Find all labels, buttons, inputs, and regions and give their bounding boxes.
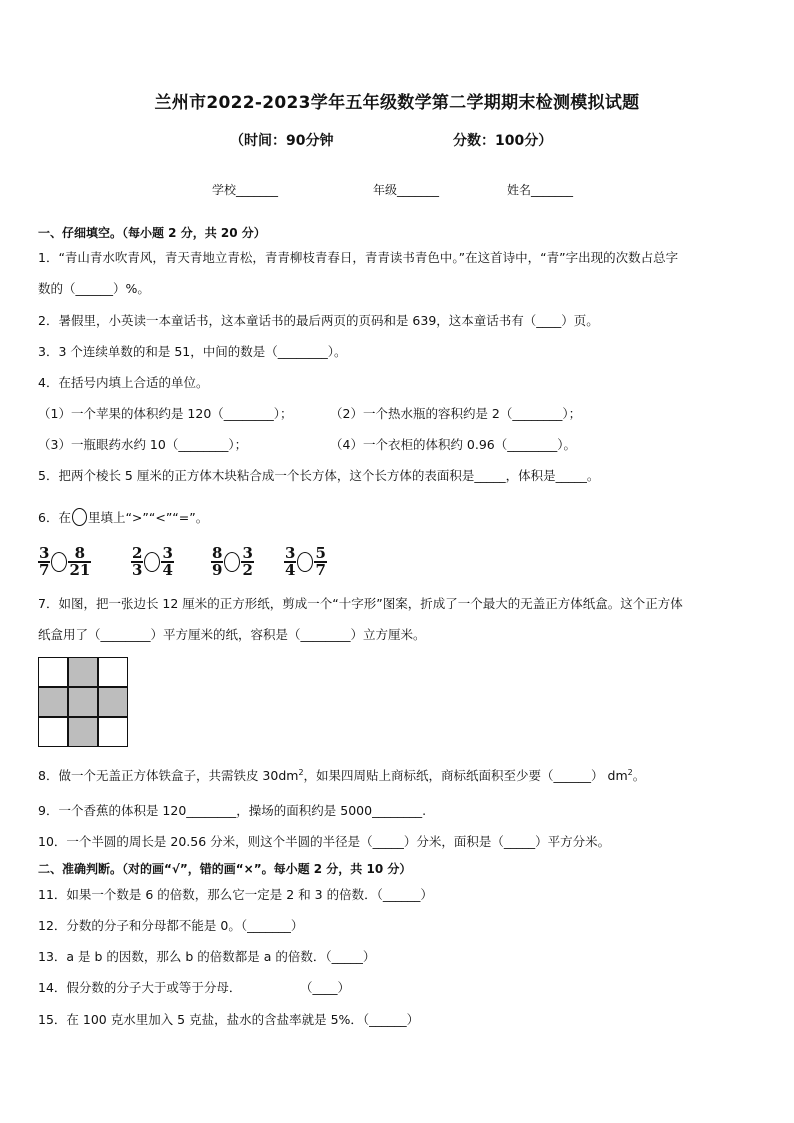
name-field[interactable]: 姓名_______ [507,183,574,197]
question-14: 14．假分数的分子大于或等于分母． [38,980,242,995]
fraction-left: $\frac{8}{9}$ [212,544,223,579]
fraction-left: $\frac{3}{7}$ [39,544,50,579]
fraction-left: $\frac{3}{4}$ [285,544,296,579]
question-4-part-2: （2）一个热水瓶的容积约是 2（________）； [330,406,582,421]
question-8-text: 8．做一个无盖正方体铁盒子，共需铁皮 30dm [38,768,299,784]
question-2: 2．暑假里，小英读一本童话书，这本童话书的最后两页的页码和是 639，这本童话书有（____）页。 [38,313,599,328]
compare-oval-3[interactable] [224,552,240,572]
question-12: 12．分数的分子和分母都不能是 0。（_______） [38,918,304,933]
question-13: 13．a 是 b 的因数，那么 b 的倍数都是 a 的倍数．（_____） [38,949,376,964]
question-4-part-1: （1）一个苹果的体积约是 120（________）； [38,406,293,421]
question-8-mid: ，如果四周贴上商标纸，商标纸面积至少要（______） dm [303,768,628,784]
question-6-prefix: 6．在 [38,510,71,525]
question-14-blank[interactable]: （____） [300,980,351,995]
exam-score: 分数：100分） [453,133,553,149]
fraction-right: $\frac{3}{2}$ [242,544,253,579]
exam-time: （时间：90分钟 [230,133,334,149]
oval-icon [72,508,87,526]
section-2-heading: 二、准确判断。（对的画“√”，错的画“×”。每小题 2 分，共 10 分） [38,862,412,876]
fraction-right: $\frac{5}{7}$ [315,544,326,579]
comparison-2 [131,546,174,578]
question-10: 10．一个半圆的周长是 20.56 分米，则这个半圆的半径是（_____）分米，面积是（_____）平方分米。 [38,834,611,849]
section-1-heading: 一、仔细填空。（每小题 2 分，共 20 分） [38,226,266,240]
question-15: 15．在 100 克水里加入 5 克盐，盐水的含盐率就是 5%．（______） [38,1012,420,1027]
grid-cell-shaded [98,687,128,717]
question-6-suffix: 里填上“>”“<”“=”。 [87,510,209,525]
question-1-line-2: 数的（______）%。 [38,281,150,296]
question-4-part-3: （3）一瓶眼药水约 10（________）； [38,437,248,452]
fraction-right: $\frac{3}{4}$ [162,544,173,579]
question-4: 4．在括号内填上合适的单位。 [38,375,209,390]
cross-shape-diagram [38,657,128,747]
question-9: 9．一个香蕉的体积是 120________，操场的面积约是 5000________. [38,803,427,818]
comparison-1 [38,546,91,578]
fraction-left: $\frac{2}{3}$ [132,544,143,579]
grid-cell-shaded [38,687,68,717]
question-8-end: 。 [632,768,646,784]
grid-cell-plain [98,657,128,687]
grid-cell-shaded [68,717,98,747]
question-7-line-2: 纸盒用了（________）平方厘米的纸，容积是（________）立方厘米。 [38,627,426,642]
compare-oval-4[interactable] [297,552,313,572]
compare-oval-2[interactable] [144,552,160,572]
question-7-line-1: 7．如图，把一张边长 12 厘米的正方形纸，剪成一个“十字形”图案，折成了一个最大的无盖正方体纸盒。这个正方体 [38,596,683,611]
question-8-sup-2: 2 [627,768,633,777]
grid-cell-plain [98,717,128,747]
fraction-right: $\frac{8}{21}$ [69,544,91,579]
compare-oval-1[interactable] [51,552,67,572]
question-8 [38,764,645,785]
question-1-line-1: 1．“青山青水吹青风，青天青地立青松，青青柳枝青春日，青青读书青色中。”在这首诗中，“青”字出现的次数占总字 [38,250,679,265]
comparison-4 [284,546,327,578]
question-5: 5．把两个棱长 5 厘米的正方体木块粘合成一个长方体，这个长方体的表面积是_____，体积是_____。 [38,468,600,483]
grid-cell-plain [38,657,68,687]
grid-cell-shaded [68,657,98,687]
question-4-part-4: （4）一个衣柜的体积约 0.96（________）。 [330,437,577,452]
question-8-sup-1: 2 [298,768,304,777]
comparison-3 [211,546,254,578]
question-6 [38,508,208,527]
question-11: 11．如果一个数是 6 的倍数，那么它一定是 2 和 3 的倍数．（______） [38,887,433,902]
grid-cell-shaded [68,687,98,717]
grid-cell-plain [38,717,68,747]
grade-field[interactable]: 年级_______ [373,183,440,197]
exam-title: 兰州市2022-2023学年五年级数学第二学期期末检测模拟试题 [154,93,640,113]
school-field[interactable]: 学校_______ [212,183,279,197]
question-3: 3．3 个连续单数的和是 51，中间的数是（________）。 [38,344,347,359]
